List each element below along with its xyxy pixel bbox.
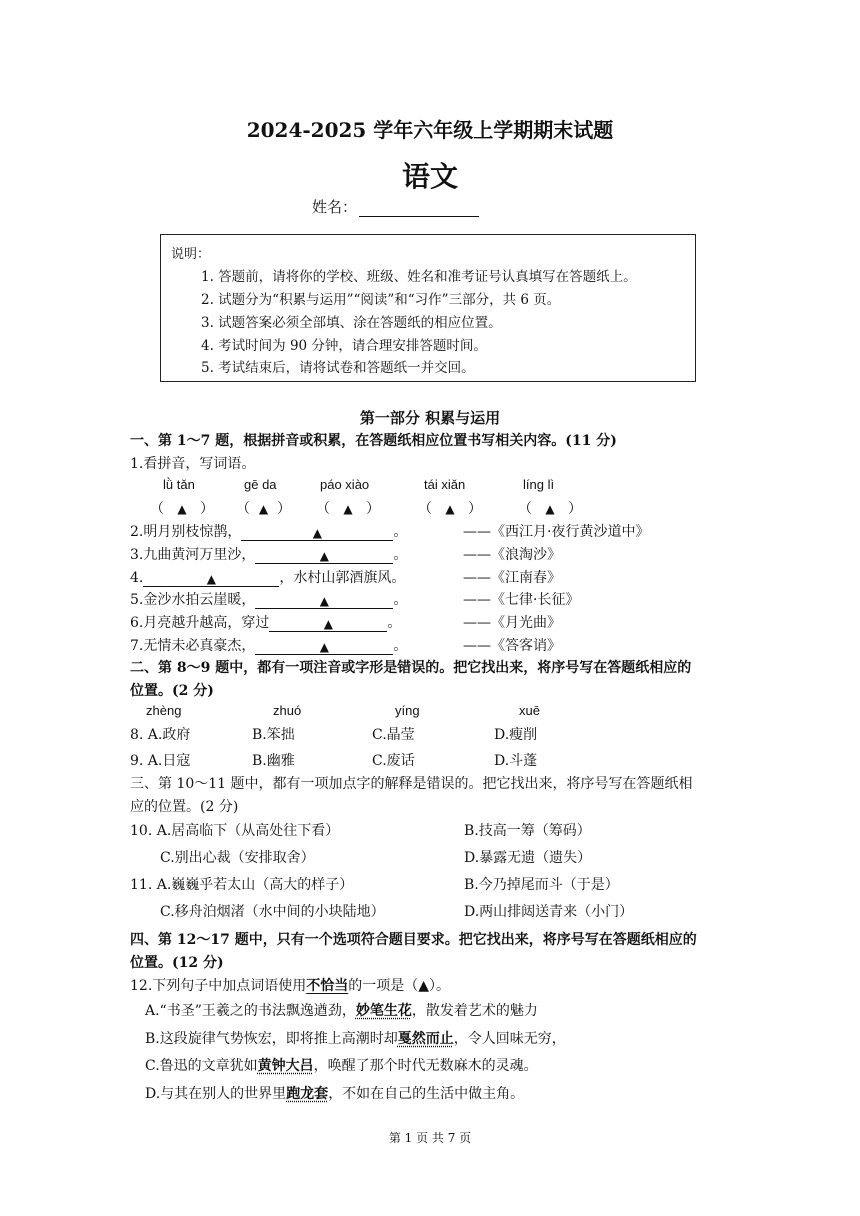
q8-option-d: D.瘦削: [494, 727, 538, 743]
q7-line: 7.无情未必真豪杰， ▲ 。: [130, 638, 408, 654]
q6-line: 6.月亮越升越高，穿过 ▲ 。: [130, 615, 402, 631]
q11-option-b: B.今乃掉尾而斗（于是）: [464, 877, 619, 893]
q10-option-c: C.别出心裁（安排取舍）: [160, 850, 315, 866]
q8-pinyin-b: zhuó: [273, 703, 302, 718]
q8-option-a: 8. A.政府: [130, 727, 191, 743]
q7-source: ——《答客诮》: [463, 638, 561, 654]
q10-option-b: B.技高一筹（筹码）: [464, 823, 591, 839]
answer-box-5: （ ▲ ）: [518, 501, 582, 517]
q2-line: 2.明月别枝惊鹊， ▲ 。: [130, 524, 408, 540]
q8-pinyin-c: yíng: [395, 703, 420, 718]
q10-option-a: 10. A.居高临下（从高处往下看）: [130, 823, 340, 839]
q12-option-b: B.这段旋律气势恢宏，即将推上高潮时却戛然而止，令人回味无穷，: [145, 1031, 566, 1047]
q9-option-c: C.废话: [372, 753, 415, 769]
answer-box-2: （ ▲ ）: [236, 501, 292, 517]
q12-option-d: D.与其在别人的世界里跑龙套，不如在自己的生活中做主角。: [145, 1086, 525, 1102]
answer-box-1: （ ▲ ）: [150, 501, 214, 517]
name-blank: [359, 202, 479, 217]
pinyin-4: tái xiǎn: [424, 477, 466, 492]
notice-item-5: 5. 考试结束后，请将试卷和答题纸一并交回。: [201, 360, 475, 376]
section2-heading-line1: 二、第 8～9 题中，都有一项注音或字形是错误的。把它找出来，将序号写在答题纸相应的: [130, 660, 692, 676]
exam-title: 2024-2025 学年六年级上学期期末试题: [246, 118, 614, 142]
part1-title: 第一部分 积累与运用: [359, 409, 501, 427]
q6-source: ——《月光曲》: [463, 615, 561, 631]
q12-prompt: 12.下列句子中加点词语使用不恰当的一项是（▲）。: [130, 978, 451, 994]
q11-option-a: 11. A.巍巍乎若太山（高大的样子）: [130, 877, 354, 893]
section3-heading-line2: 应的位置。(2 分): [130, 799, 239, 815]
name-label: 姓名：: [312, 198, 358, 216]
q11-option-c: C.移舟泊烟渚（水中间的小块陆地）: [160, 904, 385, 920]
notice-box: [160, 234, 696, 382]
q10-option-d: D.暴露无遗（遗失）: [464, 850, 592, 866]
q3-line: 3.九曲黄河万里沙， ▲ 。: [130, 547, 408, 563]
section4-heading-line1: 四、第 12～17 题中，只有一个选项符合题目要求。把它找出来，将序号写在答题纸相应的: [130, 932, 697, 948]
q9-option-d: D.斗蓬: [494, 753, 538, 769]
section4-heading-line2: 位置。(12 分): [130, 955, 224, 971]
q4-line: 4. ▲ ，水村山郭酒旗风。: [130, 570, 406, 586]
pinyin-5: líng lì: [523, 477, 555, 492]
name-field: [312, 196, 479, 217]
q4-source: ——《江南春》: [463, 570, 561, 586]
answer-box-4: （ ▲ ）: [418, 501, 482, 517]
q11-option-d: D.两山排闼送青来（小门）: [464, 904, 634, 920]
answer-box-3: （ ▲ ）: [316, 501, 380, 517]
q8-option-b: B.笨拙: [252, 727, 295, 743]
pinyin-3: páo xiào: [320, 477, 370, 492]
q2-source: ——《西江月·夜行黄沙道中》: [463, 524, 650, 540]
section2-heading-line2: 位置。(2 分): [130, 683, 214, 699]
q1-prompt: 1.看拼音，写词语。: [130, 456, 256, 472]
q5-line: 5.金沙水拍云崖暖， ▲ 。: [130, 592, 408, 608]
subject-title: 语文: [401, 160, 458, 193]
q8-pinyin-d: xuē: [519, 703, 540, 718]
pinyin-2: gē da: [244, 477, 277, 492]
page-footer: 第 1 页 共 7 页: [388, 1131, 472, 1145]
notice-item-4: 4. 考试时间为 90 分钟，请合理安排答题时间。: [201, 338, 487, 354]
q9-option-a: 9. A.日寇: [130, 753, 191, 769]
q5-source: ——《七律·长征》: [463, 592, 580, 608]
q8-option-c: C.晶莹: [372, 727, 415, 743]
notice-item-3: 3. 试题答案必须全部填、涂在答题纸的相应位置。: [201, 315, 502, 331]
section3-heading-line1: 三、第 10～11 题中，都有一项加点字的解释是错误的。把它找出来，将序号写在答题纸相: [130, 776, 693, 792]
q12-option-a: A.“书圣”王羲之的书法飘逸遒劲，妙笔生花，散发着艺术的魅力: [145, 1003, 538, 1019]
pinyin-1: lǜ tǎn: [163, 477, 195, 492]
q12-option-c: C.鲁迅的文章犹如黄钟大吕，唤醒了那个时代无数麻木的灵魂。: [145, 1058, 538, 1074]
notice-item-1: 1. 答题前，请将你的学校、班级、姓名和准考证号认真填写在答题纸上。: [201, 269, 637, 285]
section1-heading: 一、第 1～7 题，根据拼音或积累，在答题纸相应位置书写相关内容。(11 分): [130, 433, 617, 449]
q3-source: ——《浪淘沙》: [463, 547, 561, 563]
notice-heading: 说明：: [171, 247, 211, 262]
notice-item-2: 2. 试题分为“积累与运用”“阅读”和“习作”三部分，共 6 页。: [201, 292, 561, 308]
q8-pinyin-a: zhèng: [146, 703, 182, 718]
q9-option-b: B.幽雅: [252, 753, 295, 769]
